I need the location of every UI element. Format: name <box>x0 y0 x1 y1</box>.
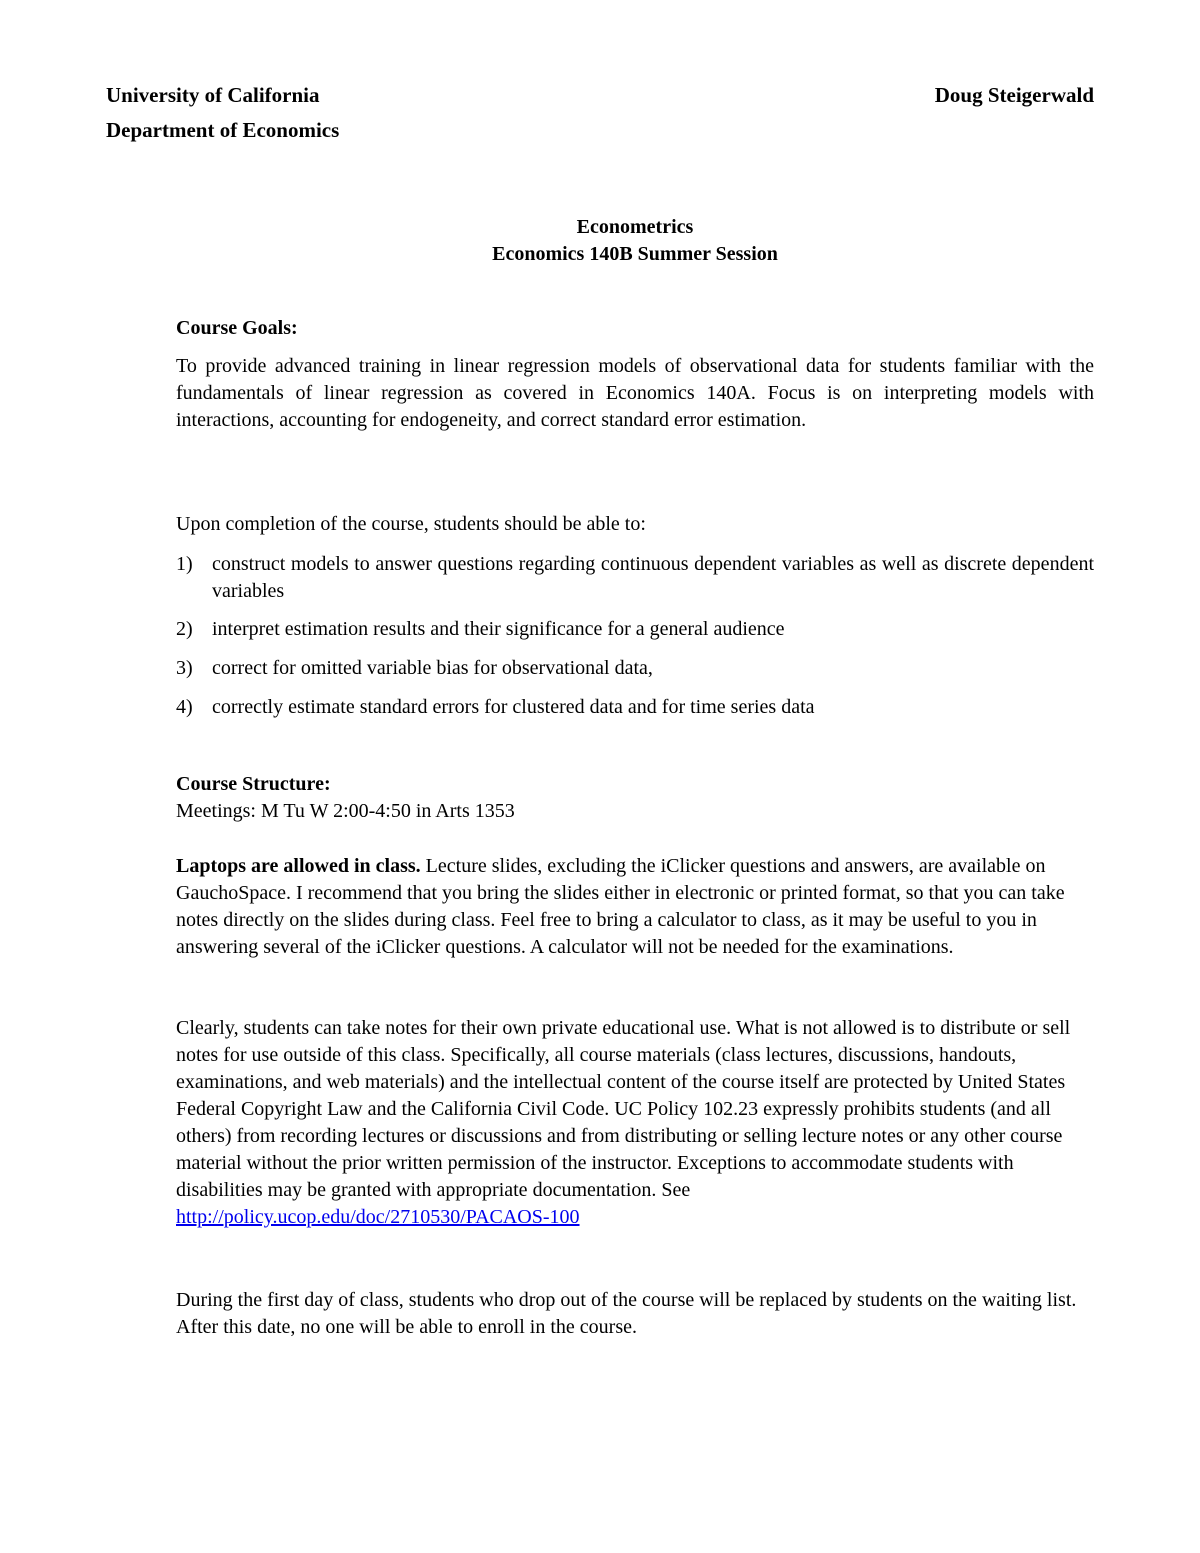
institution-name: University of California <box>106 83 320 107</box>
outcome-number: 1) <box>176 553 193 575</box>
outcome-text: correctly estimate standard errors for clustered data and for time series data <box>212 696 815 718</box>
laptops-paragraph <box>176 853 1094 961</box>
notes-policy-paragraph <box>176 1015 1094 1231</box>
outcome-item-1 <box>176 551 1094 605</box>
outcome-number: 4) <box>176 696 193 718</box>
meetings-info: Meetings: M Tu W 2:00-4:50 in Arts 1353 <box>176 800 515 822</box>
enrollment-paragraph: During the first day of class, students who drop out of the course will be replaced by students on the waiting list. After this date, no one will be able to enroll in the course. <box>176 1289 1077 1338</box>
course-title: Econometrics <box>576 216 694 238</box>
course-goals-heading: Course Goals: <box>176 317 298 339</box>
course-structure-heading: Course Structure: <box>176 773 331 795</box>
outcome-item-3 <box>176 655 1094 682</box>
outcome-number: 2) <box>176 618 193 640</box>
outcome-text: correct for omitted variable bias for observational data, <box>212 657 653 679</box>
outcome-number: 3) <box>176 657 193 679</box>
outcome-item-2 <box>176 616 1094 643</box>
policy-link[interactable]: http://policy.ucop.edu/doc/2710530/PACAOS-100 <box>176 1206 580 1228</box>
instructor-name: Doug Steigerwald <box>934 83 1094 107</box>
outcome-item-4 <box>176 694 1094 721</box>
outcome-text: construct models to answer questions regarding continuous dependent variables as well as discrete dependent variables <box>212 553 1094 602</box>
course-goals-paragraph: To provide advanced training in linear regression models of observational data for students familiar with the fundamentals of linear regression as covered in Economics 140A. Focus is on interpreting models with interactions, accounting for endogeneity, and correct standard error estimation. <box>176 355 1094 431</box>
course-subtitle: Economics 140B Summer Session <box>492 243 778 265</box>
laptops-lead: Laptops are allowed in class. <box>176 855 421 877</box>
outcome-text: interpret estimation results and their significance for a general audience <box>212 618 785 640</box>
notes-policy-text: Clearly, students can take notes for their own private educational use. What is not allowed is to distribute or sell notes for use outside of this class. Specifically, all course materials (class lectures, discussions, handouts, examinations, and web materials) and the intellectual content of the course itself are protected by United States Federal Copyright Law and the California Civil Code. UC Policy 102.23 expressly prohibits students (and all others) from recording lectures or discussions and from distributing or selling lecture notes or any other course material without the prior written permission of the instructor. Exceptions to accommodate students with disabilities may be granted with appropriate documentation. See <box>176 1017 1071 1201</box>
laptops-body: Lecture slides, excluding the iClicker questions and answers, are available on GauchoSpace. I recommend that you bring the slides either in electronic or printed format, so that you can take notes directly on the slides during class. Feel free to bring a calculator to class, as it may be useful to you in answering several of the iClicker questions. A calculator will not be needed for the examinations. <box>176 855 1065 958</box>
department-name: Department of Economics <box>106 118 340 142</box>
outcomes-intro: Upon completion of the course, students should be able to: <box>176 513 646 535</box>
